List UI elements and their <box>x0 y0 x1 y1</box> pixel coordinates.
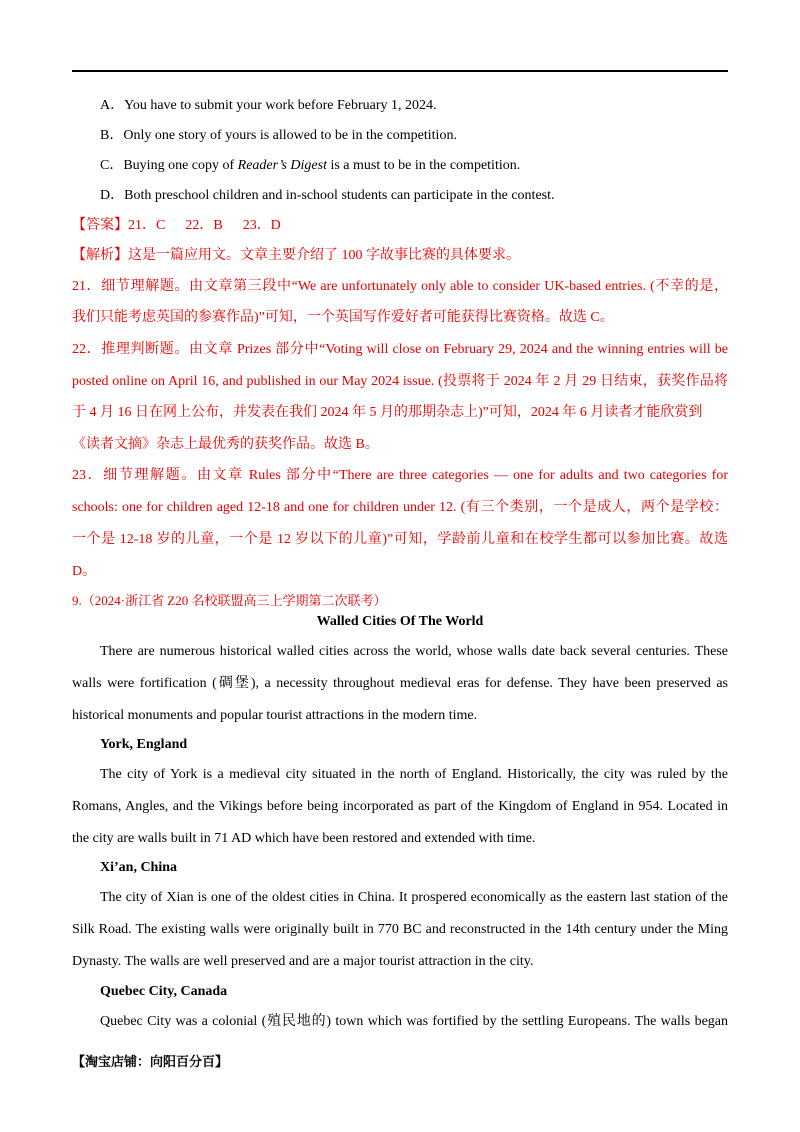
option-c-prefix: C．Buying one copy of <box>100 158 238 173</box>
option-c-suffix: is a must to be in the competition. <box>326 158 521 173</box>
york-line3: the city are walls built in 71 AD which have been restored and extended with time. <box>72 831 536 846</box>
xian-heading: Xi’an, China <box>100 860 178 875</box>
answer-21: 21．C <box>128 218 166 233</box>
header-rule <box>72 70 728 72</box>
intro-line1: There are numerous historical walled cities across the world, whose walls date back several centuries. These <box>100 644 728 659</box>
option-b: B．Only one story of yours is allowed to be in the competition. <box>100 128 457 143</box>
analysis-23-line1: 23．细节理解题。由文章 Rules 部分中“There are three categories — one for adults and two categories for <box>72 468 728 483</box>
analysis-22-line1: 22．推理判断题。由文章 Prizes 部分中“Voting will close on February 29, 2024 and the winning entries will be <box>72 342 728 357</box>
xian-line2: Silk Road. The existing walls were originally built in 770 BC and reconstructed in the 14th century under the Ming <box>72 922 728 937</box>
intro-line2: walls were fortification (碉堡), a necessity throughout medieval eras for defense. They have been preserved as <box>72 676 728 691</box>
analysis-22-line4: 《读者文摘》杂志上最优秀的获奖作品。故选 B。 <box>72 437 379 452</box>
option-a: A．You have to submit your work before February 1, 2024. <box>100 98 437 113</box>
answer-23: 23．D <box>242 218 281 233</box>
quebec-heading: Quebec City, Canada <box>100 984 228 999</box>
answer-label: 【答案】 <box>72 218 128 233</box>
answer-line <box>72 216 281 236</box>
analysis-22-line3: 于 4 月 16 日在网上公布，并发表在我们 2024 年 5 月的那期杂志上)”可知，2024 年 6 月读者才能欣赏到 <box>72 405 703 420</box>
analysis-23-line4: D。 <box>72 564 97 579</box>
analysis-21-line2: 我们只能考虑英国的参赛作品)”可知，一个英国写作爱好者可能获得比赛资格。故选 C。 <box>72 310 614 325</box>
question-source: 9.（2024·浙江省 Z20 名校联盟高三上学期第二次联考） <box>72 593 387 608</box>
option-c-magazine: Reader’s Digest <box>237 158 327 173</box>
passage-title: Walled Cities Of The World <box>316 614 484 629</box>
analysis-21-line1: 21．细节理解题。由文章第三段中“We are unfortunately only able to consider UK-based entries. (不幸的是， <box>72 279 728 294</box>
york-line2: Romans, Angles, and the Vikings before being incorporated as part of the Kingdom of England in 954. Located in <box>72 799 728 814</box>
footer-shop-label: 【淘宝店铺：向阳百分百】 <box>72 1055 229 1070</box>
york-heading: York, England <box>100 737 188 752</box>
intro-line3: historical monuments and popular tourist attractions in the modern time. <box>72 708 478 723</box>
analysis-22-line2: posted online on April 16, and published in our May 2024 issue. (投票将于 2024 年 2 月 29 日结束，获奖作品将 <box>72 374 728 389</box>
quebec-line1: Quebec City was a colonial (殖民地的) town which was fortified by the settling Europeans. The walls began <box>100 1014 728 1029</box>
york-line1: The city of York is a medieval city situated in the north of England. Historically, the city was ruled by the <box>100 767 728 782</box>
analysis-23-line3: 一个是 12-18 岁的儿童，一个是 12 岁以下的儿童)”可知，学龄前儿童和在校学生都可以参加比赛。故选 <box>72 532 728 547</box>
xian-line3: Dynasty. The walls are well preserved and are a major tourist attraction in the city. <box>72 954 534 969</box>
option-c <box>100 156 520 176</box>
xian-line1: The city of Xian is one of the oldest cities in China. It prospered economically as the eastern last station of the <box>100 890 728 905</box>
analysis-23-line2: schools: one for children aged 12-18 and one for children under 12. (有三个类别，一个是成人，两个是学校： <box>72 500 728 515</box>
analysis-intro: 【解析】这是一篇应用文。文章主要介绍了 100 字故事比赛的具体要求。 <box>72 248 520 263</box>
answer-22: 22．B <box>185 218 223 233</box>
option-d: D．Both preschool children and in-school students can participate in the contest. <box>100 188 555 203</box>
